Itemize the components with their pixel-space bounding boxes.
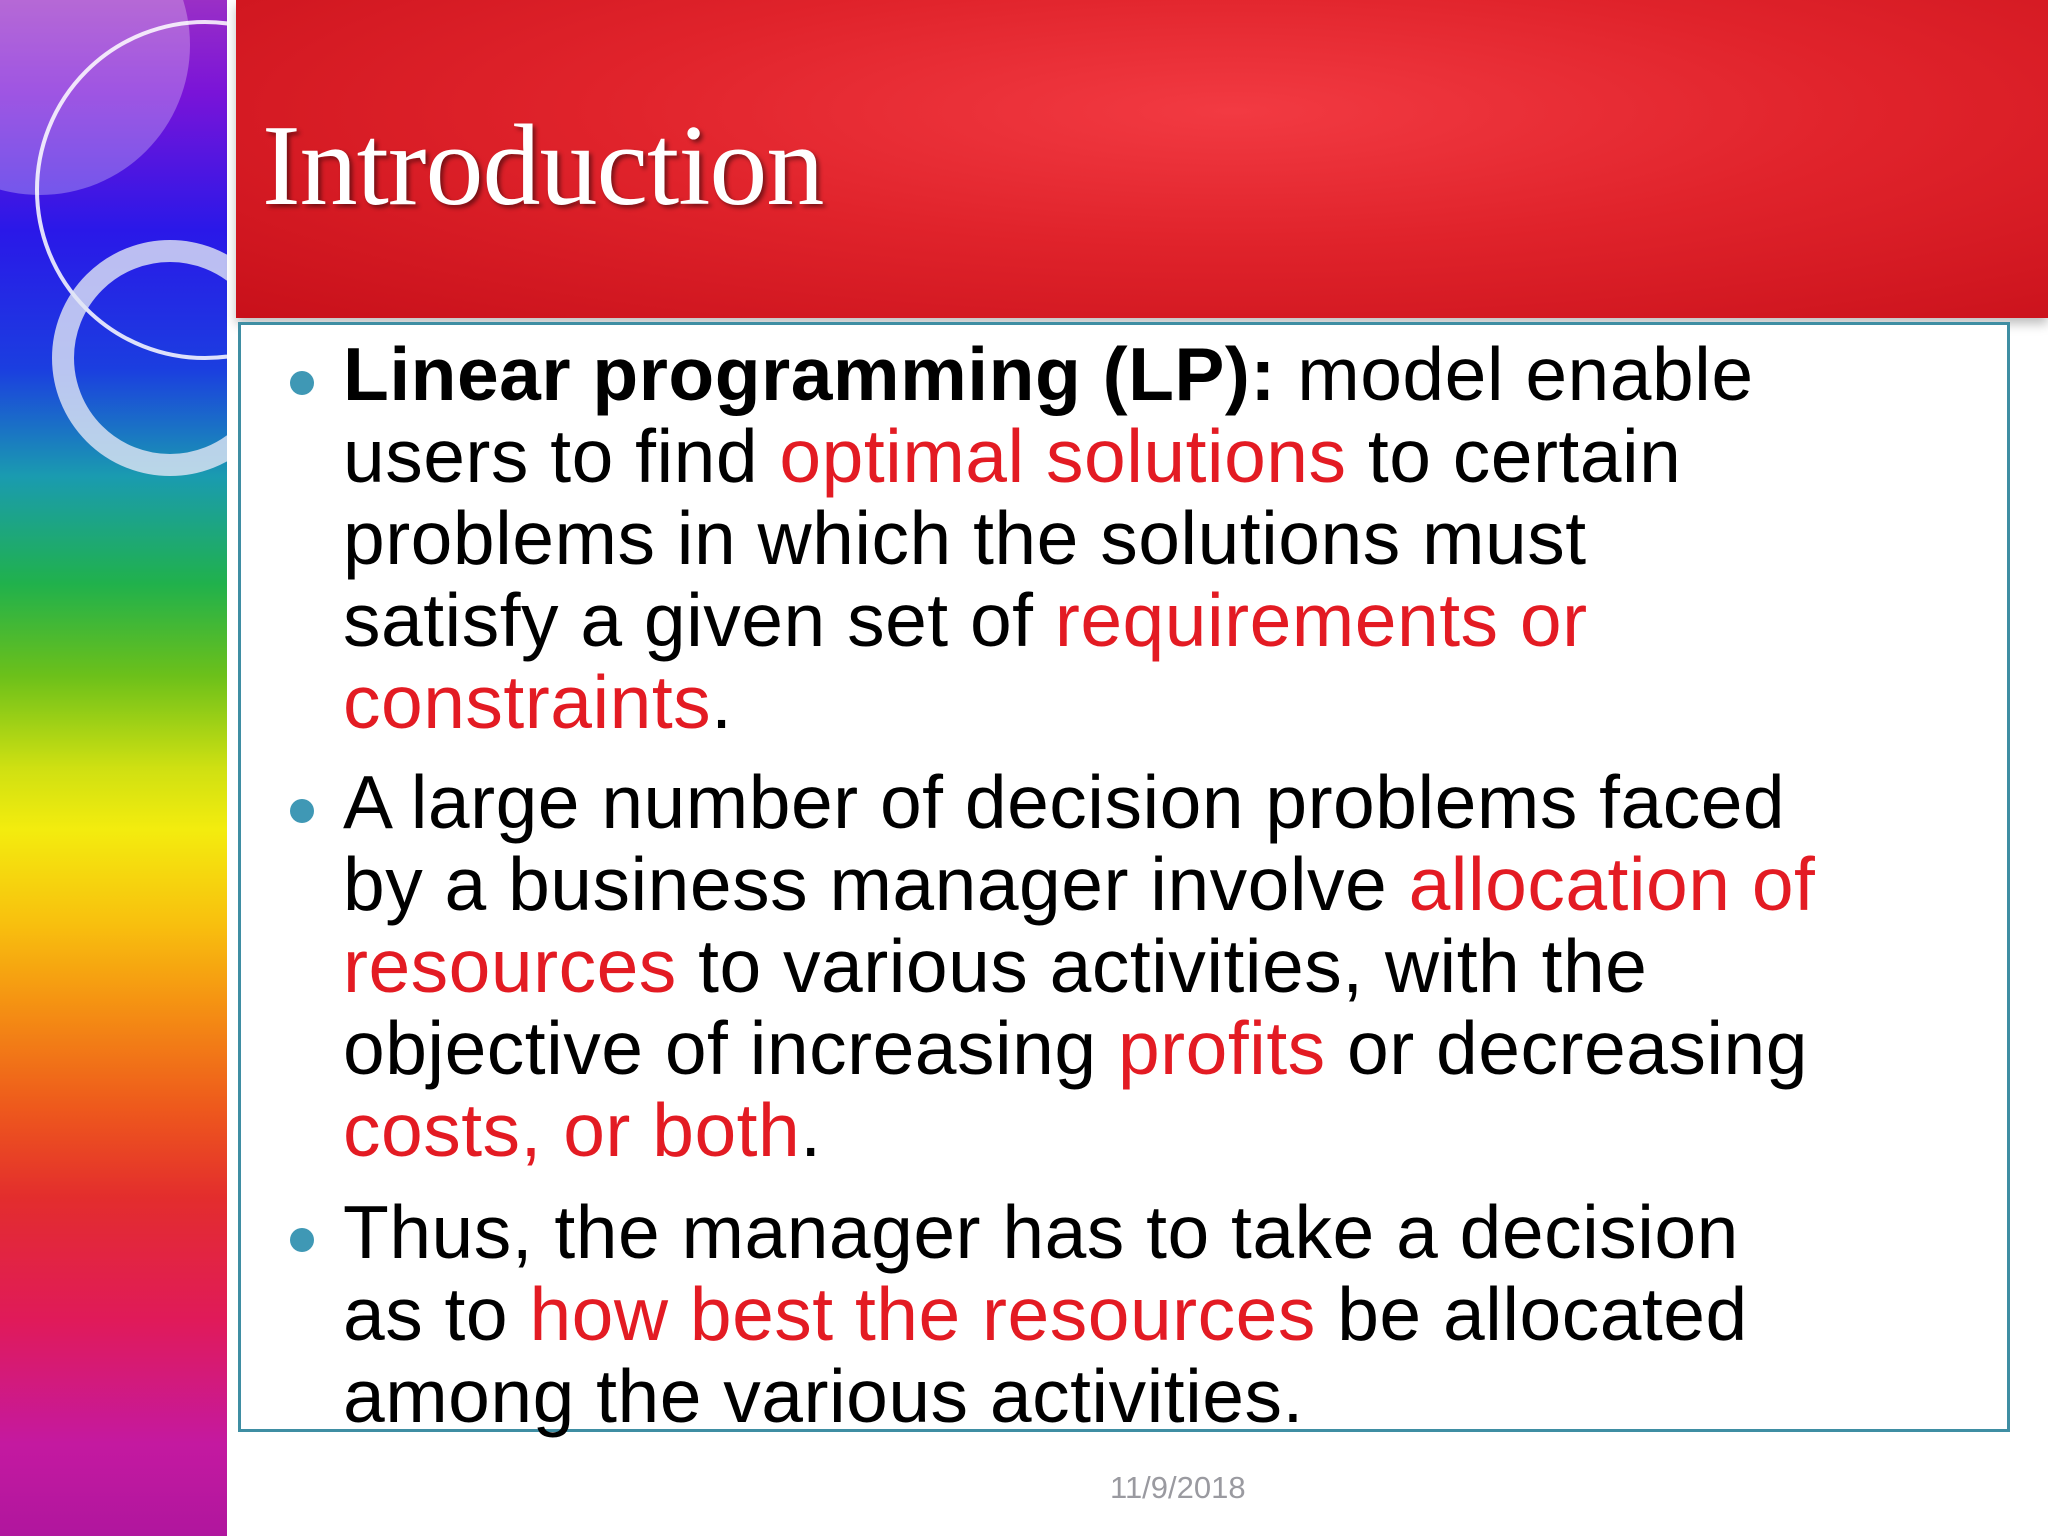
bullet-line <box>343 761 2003 843</box>
highlighted-text: profits <box>1117 1006 1326 1090</box>
text-run: satisfy a given set of <box>343 578 1055 662</box>
bullet-line <box>343 843 2003 925</box>
highlighted-text: costs, or both <box>343 1088 801 1172</box>
text-run: users to find <box>343 414 780 498</box>
bullet-text <box>343 1191 2003 1437</box>
text-run: by a business manager involve <box>343 842 1409 926</box>
slide-date: 11/9/2018 <box>1110 1470 1246 1505</box>
bullet-dot-icon <box>290 1228 314 1252</box>
text-run: as to <box>343 1272 530 1356</box>
bullet-line <box>343 661 2003 743</box>
highlighted-text: allocation of <box>1408 842 1816 926</box>
bullet-line <box>343 1007 2003 1089</box>
bullet-line <box>343 579 2003 661</box>
decorative-circles <box>0 0 227 520</box>
text-run: . <box>711 660 733 744</box>
text-run: Thus, the manager has to take a decision <box>343 1190 1739 1274</box>
text-run: . <box>800 1088 822 1172</box>
highlighted-text: optimal solutions <box>779 414 1347 498</box>
text-run: to certain <box>1346 414 1682 498</box>
text-run: A large number of decision problems faced <box>343 760 1786 844</box>
bullet-text <box>343 333 2003 743</box>
highlighted-text: how best the resources <box>529 1272 1316 1356</box>
text-run: be allocated <box>1315 1272 1748 1356</box>
bold-term: Linear programming (LP): <box>343 332 1276 416</box>
bullet-dot-icon <box>290 799 314 823</box>
text-run: to various activities, with the <box>676 924 1648 1008</box>
text-run: model enable <box>1275 332 1754 416</box>
bullet-dot-icon <box>290 371 314 395</box>
highlighted-text: constraints <box>343 660 712 744</box>
bullet-line <box>343 333 2003 415</box>
bullet-line <box>343 1089 2003 1171</box>
text-run: objective of increasing <box>343 1006 1118 1090</box>
bullet-line <box>343 497 2003 579</box>
text-run: among the various activities. <box>343 1354 1304 1438</box>
bullet-line <box>343 1273 2003 1355</box>
content-box <box>238 322 2010 1438</box>
bullet-line <box>343 415 2003 497</box>
bullet-line <box>343 1355 2003 1437</box>
bullet-line <box>343 925 2003 1007</box>
bullet-text <box>343 761 2003 1171</box>
bullet-line <box>343 1191 2003 1273</box>
highlighted-text: resources <box>343 924 677 1008</box>
text-run: or decreasing <box>1325 1006 1808 1090</box>
highlighted-text: requirements or <box>1054 578 1588 662</box>
text-run: problems in which the solutions must <box>343 496 1587 580</box>
slide-title: Introduction <box>262 102 824 230</box>
